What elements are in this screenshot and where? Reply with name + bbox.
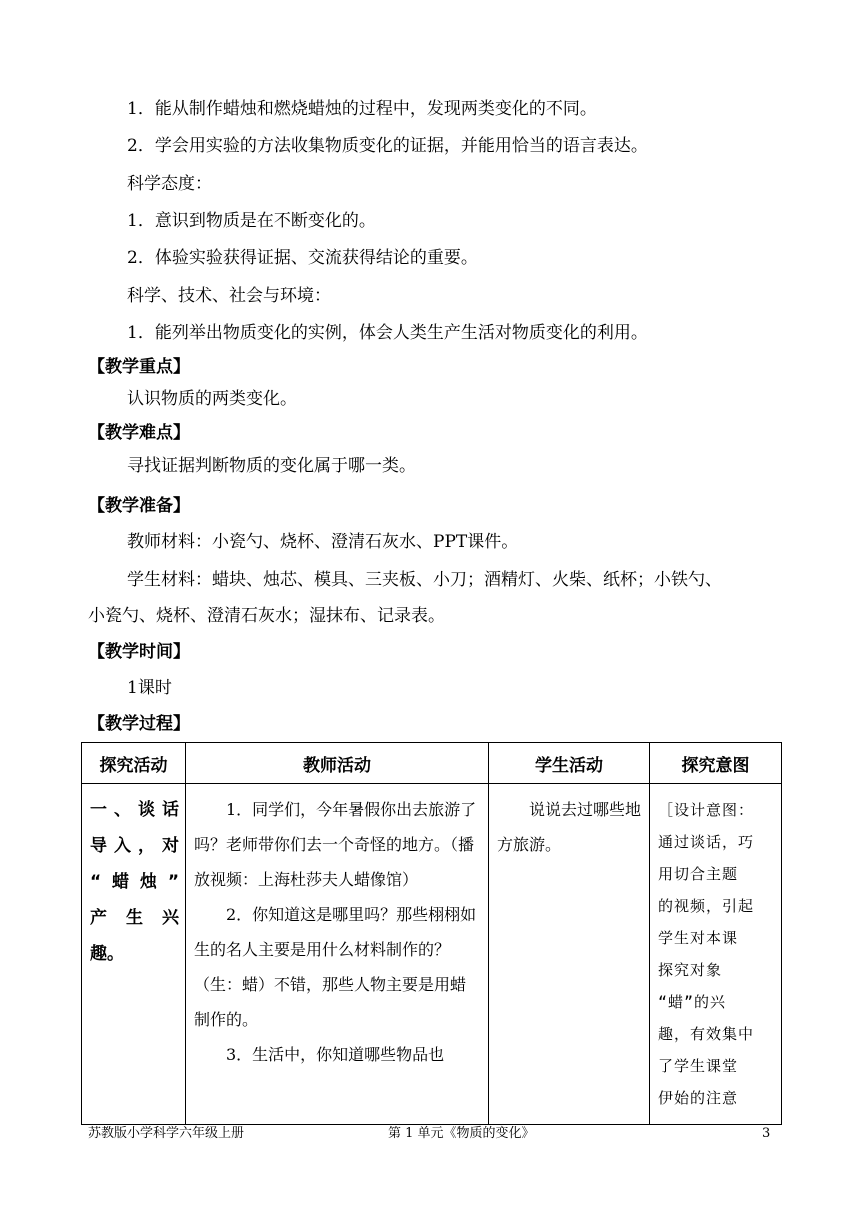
intent-line: 的视频，引起 [658, 897, 755, 915]
intent-line: 伊始的注意 [658, 1089, 739, 1107]
header-activity: 探究活动 [82, 743, 186, 784]
sts-label: 科学、技术、社会与环境： [127, 286, 331, 306]
footer-book-title: 苏教版小学科学六年级上册 [88, 1126, 245, 1141]
attitude-label: 科学态度： [127, 174, 212, 194]
table-header-row [82, 743, 782, 784]
teacher-paragraph: 2．你知道这是哪里吗？那些栩栩如生的名人主要是用什么材料制作的？（生：蜡）不错，那些人物主要是用蜡制作的。 [194, 905, 477, 1029]
activity-line: 导入，对 [90, 836, 179, 856]
activity-cell [82, 784, 186, 1125]
intent-cell [650, 784, 782, 1125]
teacher-materials: 教师材料：小瓷勺、烧杯、澄清石灰水、PPT课件。 [127, 532, 519, 552]
attitude-line-1: 1．意识到物质是在不断变化的。 [127, 211, 376, 231]
teaching-process-table [81, 742, 782, 1125]
intent-line: 用切合主题 [658, 865, 739, 883]
time-heading: 【教学时间】 [88, 642, 190, 662]
goal-line-1: 1．能从制作蜡烛和燃烧蜡烛的过程中，发现两类变化的不同。 [127, 99, 597, 119]
attitude-line-2: 2．体验实验获得证据、交流获得结论的重要。 [127, 248, 478, 268]
header-teacher: 教师活动 [186, 743, 489, 784]
activity-line: 一、谈话 [90, 800, 179, 820]
key-points-heading: 【教学重点】 [88, 357, 190, 377]
header-intent: 探究意图 [650, 743, 782, 784]
time-text: 1课时 [127, 678, 172, 698]
student-materials-line-1: 学生材料：蜡块、烛芯、模具、三夹板、小刀；酒精灯、火柴、纸杯；小铁勺、 [127, 570, 722, 590]
table-row [82, 784, 782, 1125]
intent-line: ［设计意图： [658, 801, 755, 819]
teacher-paragraph: 3．生活中，你知道哪些物品也 [226, 1045, 445, 1064]
footer-unit-title: 第 1 单元《物质的变化》 [388, 1126, 535, 1141]
student-cell [489, 784, 650, 1125]
goal-line-2: 2．学会用实验的方法收集物质变化的证据，并能用恰当的语言表达。 [127, 136, 648, 156]
page-number: 3 [762, 1126, 771, 1141]
intent-line: 学生对本课 [658, 929, 739, 947]
intent-line: “蜡”的兴 [658, 993, 727, 1011]
teacher-cell [186, 784, 489, 1125]
intent-line: 了学生课堂 [658, 1057, 739, 1075]
difficulty-text: 寻找证据判断物质的变化属于哪一类。 [127, 456, 416, 476]
header-student: 学生活动 [489, 743, 650, 784]
activity-line: 趣。 [90, 944, 124, 964]
student-text: 说说去过哪些地方旅游。 [497, 800, 642, 854]
process-heading: 【教学过程】 [88, 714, 190, 734]
key-points-text: 认识物质的两类变化。 [127, 389, 297, 409]
teacher-paragraph: 1．同学们，今年暑假你出去旅游了吗？老师带你们去一个奇怪的地方。（播放视频：上海杜莎夫人蜡像馆） [194, 800, 477, 889]
intent-line: 趣，有效集中 [658, 1025, 755, 1043]
intent-line: 探究对象 [658, 961, 723, 979]
activity-line: 产 生 兴 [90, 908, 179, 928]
preparation-heading: 【教学准备】 [88, 496, 190, 516]
difficulty-heading: 【教学难点】 [88, 423, 190, 443]
intent-line: 通过谈话，巧 [658, 833, 755, 851]
sts-line-1: 1．能列举出物质变化的实例，体会人类生产生活对物质变化的利用。 [127, 323, 648, 343]
activity-line: “蜡烛” [90, 872, 179, 892]
student-materials-line-2: 小瓷勺、烧杯、澄清石灰水；湿抹布、记录表。 [88, 606, 445, 626]
